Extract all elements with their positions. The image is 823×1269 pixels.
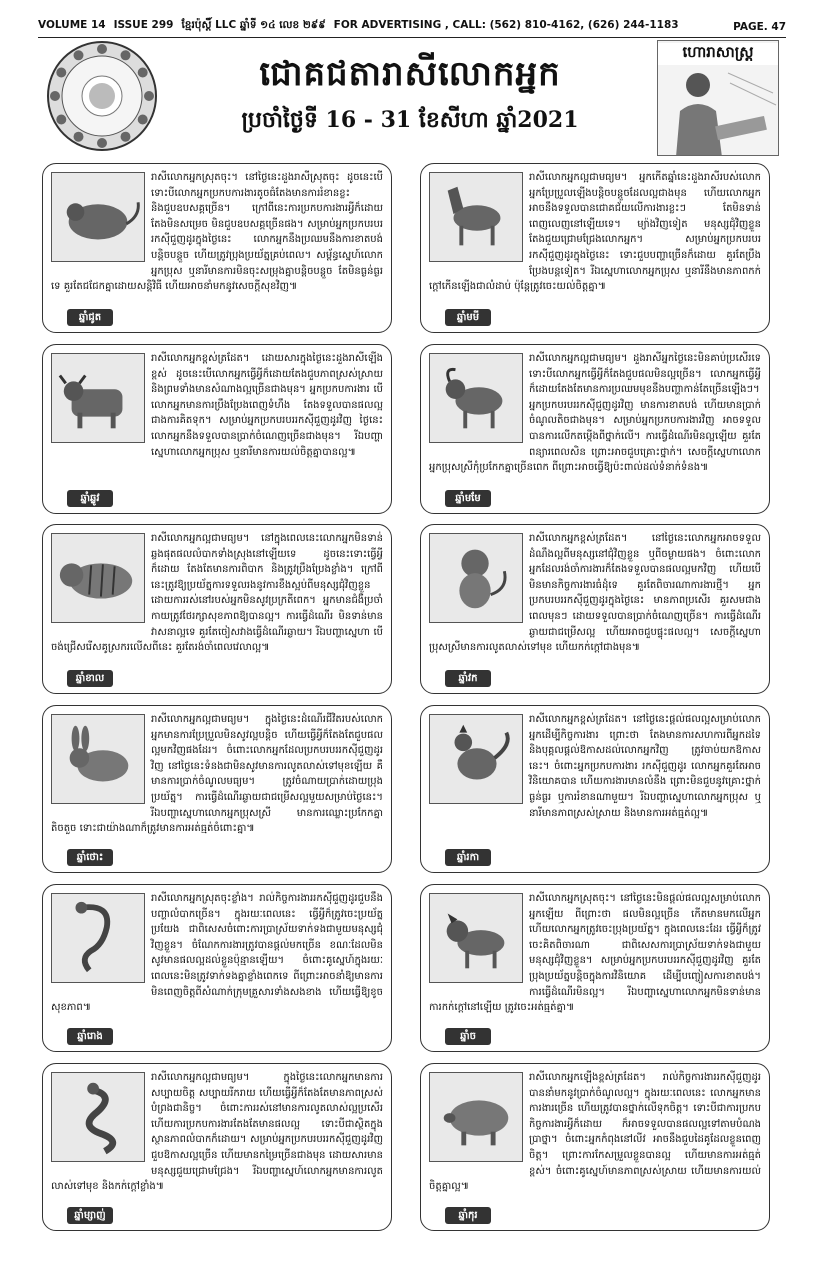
zodiac-wheel-icon: [46, 40, 158, 152]
zodiac-card-goat: [420, 344, 770, 514]
monkey-icon: [429, 533, 523, 623]
goat-icon: [429, 353, 523, 443]
horse-icon: [429, 172, 523, 262]
zodiac-year-label: ឆ្នាំកុរ: [445, 1207, 491, 1224]
zodiac-reading: រាសីលោកអ្នកស្រុតចុះ។ នៅថ្ងៃនេះដួងរាសីស្រុតចុះ ដូចនេះបើទោះបីលោកអ្នកប្រកបការងារតូចធំតែងមានការរំខានខ្លះ និងជួបឧបសគ្គច្រើន។ ក្រៅពីនេះការប្រកបការងារអ្វីក៏ដោយ តែងមិនសម្រេច មិនជួបឧបសគ្គច្រើនផង។ សម្រាប់អ្នកប្រកបរបររកស៊ីជួញដូរក្នុងថ្ងៃនេះ លោកអ្នកនឹងប្រឈមនឹងការខាតបង់បន្តិចបន្តួច ហើយត្រូវប្រុងប្រយ័ត្នគ្រប់ពេល។ សម្ព័ន្ធស្នេហ៍លោកអ្នកប្រុស ឬនារីមានការមិនចុះសម្រុងគ្នាបន្តិចបន្តួច តែមិនធ្ងន់ធ្ងរទេ គួរតែជជែកគ្នាដោយសន្តិវិធី ហើយអាចនាំមកនូវសេចក្តីសុខវិញ៕: [51, 172, 383, 293]
pig-icon: [429, 1072, 523, 1162]
ox-icon: [51, 353, 145, 443]
rat-icon: [51, 172, 145, 262]
advertising-label: FOR ADVERTISING , CALL: (562) 810-4162, (626) 244-1183: [333, 19, 679, 31]
page-subtitle: ប្រចាំថ្ងៃទី 16 - 31 ខែសីហា ឆ្នាំ2021: [241, 107, 579, 133]
zodiac-year-label: ឆ្នាំម្សាញ់: [67, 1207, 113, 1224]
zodiac-card-monkey: [420, 524, 770, 694]
zodiac-card-dragon: [42, 884, 392, 1052]
zodiac-year-label: ឆ្នាំមមី: [445, 309, 491, 326]
zodiac-year-label: ឆ្នាំរោង: [67, 1028, 113, 1045]
zodiac-card-rat: [42, 163, 392, 333]
zodiac-card-ox: [42, 344, 392, 514]
astrologer-icon: [658, 63, 779, 156]
zodiac-card-dog: [420, 884, 770, 1052]
zodiac-year-label: ឆ្នាំខាល: [67, 670, 113, 687]
dragon-icon: [51, 893, 145, 983]
masthead-bar: [38, 18, 786, 38]
zodiac-year-label: ឆ្នាំវក: [445, 670, 491, 687]
zodiac-reading: រាសីលោកអ្នកខ្ពស់ត្រដែត។ នៅថ្ងៃនេះលោកអ្នកអាចទទួលដំណឹងល្អពីមនុស្សនៅជុំវិញខ្លួន ឬពីចម្ងាយផង។ ចំពោះលោកអ្នកដែលរង់ចាំការងារក៏តែងទទួលបានផលល្អមកវិញ ហើយបើមិនមានកិច្ចការងារធំដុំទេ គួរតែពិចារណាការងារថ្មី។ អ្នកប្រកបរបររកស៊ីជួញដូរក្នុងថ្ងៃនេះ មានភាពប្រសើរ គួរសមជាងពេលមុនៗ ដោយទទួលបានប្រាក់ចំណេញច្រើន។ ការធ្វើដំណើរឆ្ងាយជាជម្រើសល្អ ហើយអាចជួបផ្ទុះផលល្អ។ សេចក្តីស្នេហាប្រុសស្រីមានការលូតលាស់ទៅមុខ ហើយកក់ក្តៅជាងមុន៕: [429, 533, 761, 654]
zodiac-card-pig: [420, 1063, 770, 1231]
zodiac-year-label: ឆ្នាំថោះ: [67, 849, 113, 866]
zodiac-year-label: ឆ្នាំជូត: [67, 309, 113, 326]
astrology-label: ហោរាសាស្ត្រ: [658, 43, 778, 65]
zodiac-card-rabbit: [42, 705, 392, 873]
zodiac-year-label: ឆ្នាំមមែ: [445, 490, 491, 507]
zodiac-reading: រាសីលោកអ្នកល្អជាមធ្យម។ ក្នុងថ្ងៃនេះលោកអ្នកមានការសប្បាយចិត្ត សប្បាយរីករាយ ហើយធ្វើអ្វីក៏តែងតែមានភាពស្រស់បំព្រងជានិច្ច។ ចំពោះការរស់នៅមានការលូតលាស់ល្អប្រសើរ ហើយការប្រកបការងារតែងតែមានផលល្អ ទោះបីជាស្ថិតក្នុងស្ថានភាពលំបាកក៏ដោយ។ សម្រាប់អ្នកប្រកបរបររកស៊ីជួញដូរវិញ ជួបឱកាសល្អច្រើន ហើយមានកម្រៃច្រើនជាងមុន ដោយសារមានមនុស្សជួយជ្រោមជ្រែង។ រីឯបញ្ហាស្នេហ៍លោកអ្នកមានការលូតលាស់ទៅមុខ និងកក់ក្តៅខ្លាំង៕: [51, 1072, 383, 1193]
page-title: ជោគជតារាសីលោកអ្នក: [259, 54, 561, 94]
zodiac-year-label: ឆ្នាំរកា: [445, 849, 491, 866]
volume-label: VOLUME 14: [38, 19, 106, 31]
page-number: PAGE. 47: [733, 20, 786, 33]
zodiac-reading: រាសីលោកអ្នកស្រុតចុះ។ នៅថ្ងៃនេះមិនផ្តល់ផលល្អសម្រាប់លោកអ្នកឡើយ ពីព្រោះថា ផលមិនល្អច្រើន កើតមានមកលើអ្នក ហើយលោកអ្នកត្រូវចេះប្រុងប្រយ័ត្ន។ ក្នុងពេលនេះដែរ ធ្វើអ្វីក៏ត្រូវចេះគិតពិចារណា ជាពិសេសការប្រាស្រ័យទាក់ទងជាមួយមនុស្សជុំវិញខ្លួន។ សម្រាប់អ្នកប្រកបរបររកស៊ីជួញដូរវិញ គួរតែប្រុងប្រយ័ត្នបន្តិចក្នុងការវិនិយោគ ដើម្បីបញ្ចៀសការខាតបង់។ ការធ្វើដំណើរមិនល្អ។ រីឯបញ្ហាស្នេហាលោកអ្នកមិនទាន់មានការកក់ក្តៅនៅឡើយ ត្រូវចេះអត់ធ្មត់គ្នា៕: [429, 893, 761, 1014]
zodiac-card-snake: [42, 1063, 392, 1231]
zodiac-reading: រាសីលោកអ្នកស្រុតចុះខ្លាំង។ រាល់កិច្ចការងាររកស៊ីជួញដូរជួបនឹងបញ្ហាលំបាកច្រើន។ ក្នុងរយៈពេលនេះ ធ្វើអ្វីក៏ត្រូវចេះប្រយ័ត្នប្រយែង ជាពិសេសចំពោះការប្រាស្រ័យទាក់ទងជាមួយមនុស្សជុំវិញខ្លួន។ ចំណែកការងារត្រូវបានផ្តល់មកច្រើន ខណៈដែលមិនសូវមានផលល្អដល់ខ្លួនប៉ុន្មានឡើយ។ ចំពោះគូស្នេហ៍ក្នុងរយៈពេលនេះមិនត្រូវទាក់ទងគ្នាខ្លាំងពេកទេ ពីព្រោះអាចនាំឱ្យមានការមិនពេញចិត្តពីសំណាក់ក្រុមគ្រួសារទាំងសងខាង ហើយធ្វើឱ្យខូចសុខភាព៕: [51, 893, 383, 1014]
zodiac-reading: រាសីលោកអ្នកខ្ពស់ត្រដែត។ ដោយសារក្នុងថ្ងៃនេះដួងរាសីឡើងខ្ពស់ ដូចនេះបើលោកអ្នកធ្វើអ្វីក៏ដោយតែងជួបភាពស្រស់ស្រាយ និងព្រមទាំងមានសំណាងល្អច្រើនជាងមុន។ អ្នកប្រកបការងារ បើលោកអ្នកមានការប្រឹងប្រែងពេញទំហឹង តែងទទួលបានផលល្អជាងការគិតទុក។ សម្រាប់អ្នកប្រកបរបររកស៊ីជួញដូរវិញ ថ្ងៃនេះលោកអ្នកនឹងទទួលបានប្រាក់ចំណេញច្រើនជាងមុន។ រីឯបញ្ហាស្នេហាលោកអ្នកប្រុស ឬនារីមានការយល់ចិត្តគ្នាបានល្អ៕: [151, 353, 383, 458]
zodiac-card-tiger: [42, 524, 392, 694]
astrologer-illustration: [657, 40, 779, 156]
issue-label: ISSUE 299: [113, 19, 174, 31]
tiger-icon: [51, 533, 145, 623]
zodiac-reading: រាសីលោកអ្នកខ្ពស់ត្រដែត។ នៅថ្ងៃនេះផ្តល់ផលល្អសម្រាប់លោកអ្នកដើម្បីកិច្ចការងារ ព្រោះថា តែងមានការសហការពីអ្នកដទៃ និងបុគ្គលផ្តល់ឱកាសដល់លោកអ្នកវិញ ត្រូវចាប់យកឱកាសនេះ។ ចំពោះអ្នកប្រកបការងារ រកស៊ីជួញដូរ លោកអ្នកគួរតែអាចវិនិយោគបាន ហើយការងារមានលំនឹង ព្រោះមិនជួបនូវគ្រោះថ្នាក់ធ្ងន់ធ្ងរ ឬការរំខានណាមួយ។ រីឯបញ្ហាស្នេហាលោកអ្នកប្រុស ឬនារីមានភាពស្រស់ស្រាយ និងមានការអត់ធ្មត់ល្អ៕: [529, 714, 761, 819]
rabbit-icon: [51, 714, 145, 804]
zodiac-year-label: ឆ្នាំឆ្លូវ: [67, 490, 113, 507]
zodiac-card-rooster: [420, 705, 770, 873]
zodiac-reading: រាសីលោកអ្នកល្អជាមធ្យម។ អ្នកកើតឆ្នាំនេះដួងរាសីរបស់លោកអ្នកប្រែប្រួលឡើងបន្តិចបន្តួចដែលល្អជាងមុន ហើយលោកអ្នកអាចនឹងទទួលបានជោគជ័យលើការងារខ្លះៗ តែមិនទាន់ពេញលេញនៅឡើយទេ។ ម្យ៉ាងវិញទៀត មនុស្សជុំវិញខ្លួនតែងជួយជ្រោមជ្រែងលោកអ្នក។ សម្រាប់អ្នកប្រកបរបររកស៊ីជួញដូរក្នុងថ្ងៃនេះ ទោះជួបបញ្ហាច្រើនក៏ដោយ គួរតែប្រឹងប្រែងបន្តទៀត។ រីឯស្នេហាលោកអ្នកប្រុស ឬនារីនឹងមានភាពកក់ក្តៅកើនឡើងជាលំដាប់ ប៉ុន្តែត្រូវចេះយល់ចិត្តគ្នា៕: [429, 172, 761, 293]
snake-icon: [51, 1072, 145, 1162]
zodiac-reading: រាសីលោកអ្នកល្អជាមធ្យម។ ក្នុងថ្ងៃនេះដំណើរជីវិតរបស់លោកអ្នកមានការប្រែប្រួលមិនសូវល្អបន្តិច ហើយធ្វើអ្វីក៏តែងតែជួបផលល្អមកវិញផងដែរ។ ចំពោះលោកអ្នកដែលប្រកបរបររកស៊ីជួញដូរវិញ នៅថ្ងៃនេះទំនងជាមិនសូវមានការលូតលាស់ទៅមុខឡើយ គឺមានការប្រាក់ចំណូលមធ្យម។ ត្រូវចំណាយប្រាក់ដោយប្រុងប្រយ័ត្ន។ ការធ្វើដំណើរឆ្ងាយជាជម្រើសល្អមួយសម្រាប់ថ្ងៃនេះ។ រីឯបញ្ហាស្នេហាលោកអ្នកប្រុសស្រី មានការឈ្លោះប្រកែកគ្នាតិចតួច ទោះជាយ៉ាងណាក៏ត្រូវមានការអត់ធ្មត់ចំពោះគ្នា៕: [51, 714, 383, 835]
zodiac-reading: រាសីលោកអ្នកឡើងខ្ពស់ត្រដែត។ រាល់កិច្ចការងាររកស៊ីជួញដូរបាននាំមកនូវប្រាក់ចំណូលល្អ។ ក្នុងរយៈពេលនេះ លោកអ្នកមានការងារច្រើន ហើយត្រូវបានថ្នាក់លើទុកចិត្ត។ ទោះបីជាការប្រកបកិច្ចការងារអ្វីក៏ដោយ ក៏អាចទទួលបានផលល្អទៅតាមបំណងប្រាថ្នា។ ចំពោះអ្នកកំពុងនៅលីវ អាចនឹងជួបដៃគូដែលខ្លួនពេញចិត្ត។ ព្រោះការកែសម្រួលខ្លួនបានល្អ ហើយមានការអត់ធ្មត់ខ្ពស់។ ចំពោះគូស្នេហ៍មានភាពស្រស់ស្រាយ ហើយមានការយល់ចិត្តគ្នាល្អ៕: [429, 1072, 761, 1193]
rooster-icon: [429, 714, 523, 804]
zodiac-card-horse: [420, 163, 770, 333]
dog-icon: [429, 893, 523, 983]
zodiac-reading: រាសីលោកអ្នកល្អជាមធ្យម។ ដួងរាសីអ្នកថ្ងៃនេះមិនគាប់ប្រសើរទេ ទោះបីលោកអ្នកធ្វើអ្វីក៏តែងជួបផលមិនល្អច្រើន។ លោកអ្នកធ្វើអ្វីក៏ដោយតែងតែមានការប្រឈមមុខនឹងបញ្ហាកាន់តែច្រើនឡើងៗ។ អ្នកប្រកបរបររកស៊ីជួញដូរវិញ មានការខាតបង់ ហើយមានប្រាក់ចំណូលតិចជាងមុន។ សម្រាប់អ្នកប្រកបការងារវិញ អាចទទួលបានការលើកតម្កើងពីថ្នាក់លើ។ ការធ្វើដំណើរមិនល្អឡើយ គួរតែពន្យារពេលសិន ព្រោះអាចជួបគ្រោះថ្នាក់។ សេចក្តីស្នេហាលោកអ្នកប្រុសស្រីកុំប្រកែកគ្នាច្រើនពេក ពីព្រោះអាចធ្វើឱ្យប៉ះពាល់ដល់ទំនាក់ទំនង៕: [429, 353, 761, 474]
zodiac-year-label: ឆ្នាំច: [445, 1028, 491, 1045]
zodiac-reading: រាសីលោកអ្នកល្អជាមធ្យម។ នៅក្នុងពេលនេះលោកអ្នកមិនទាន់ឆ្លងផុតផលលំបាកទាំងស្រុងនៅឡើយទេ ដូចនេះទោះធ្វើអ្វីក៏ដោយ តែងតែមានការពិបាក និងត្រូវប្រឹងប្រែងខ្លាំង។ ក្រៅពីនេះត្រូវឱ្យប្រយ័ត្នការទទួលរងនូវការខឹងស្អប់ពីមនុស្សជុំវិញខ្លួន ដោយការរស់នៅរបស់អ្នកមិនសូវប្រក្រតីពេក។ អ្នកមានជំងឺប្រចាំកាយត្រូវថែរក្សាសុខភាពឱ្យបានល្អ។ ការធ្វើដំណើរ មិនទាន់មានវាសនាល្អទេ គួរតែចៀសវាងធ្វើដំណើរឆ្ងាយ។ រីឯបញ្ហាស្នេហា បើចង់ជ្រើសរើសគូស្រករលើសពីនេះ គួរតែរង់ចាំពេលវេលាល្អ៕: [51, 533, 383, 654]
brand-label: ខ្មែរប៉ុស្តិ៍ LLC ឆ្នាំទី ១៤ លេខ ២៩៩: [181, 19, 326, 31]
